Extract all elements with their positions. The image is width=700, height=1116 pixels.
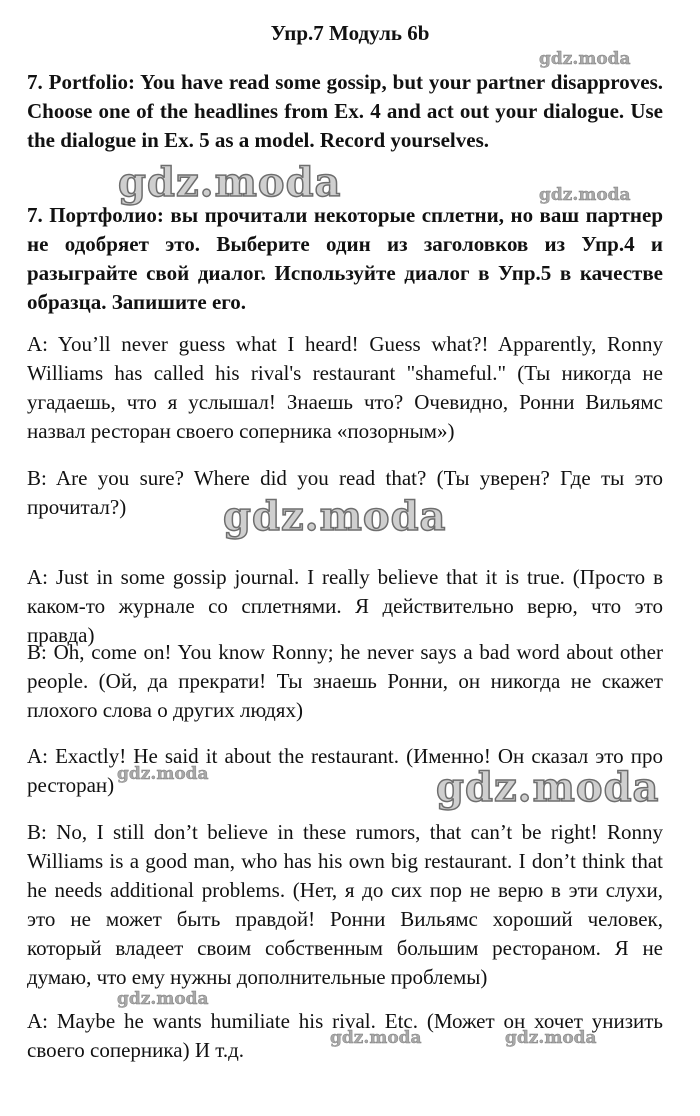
watermark-logo: gdz.moda: [223, 493, 447, 540]
watermark-logo: gdz.moda: [539, 49, 631, 69]
watermark-logo: gdz.moda: [505, 1028, 597, 1048]
watermark-logo: gdz.moda: [539, 185, 631, 205]
watermark-logo: gdz.moda: [117, 764, 209, 784]
watermark-logo: gdz.moda: [118, 159, 342, 206]
watermark-logo: gdz.moda: [330, 1028, 422, 1048]
dialogue-line-7: A: Maybe he wants humiliate his rival. Etc. (Может он хочет унизить своего соперника) И т.д.: [27, 1009, 663, 1062]
dialogue-line-2: B: Are you sure? Where did you read that? (Ты уверен? Где ты это прочитал?): [27, 466, 663, 519]
dialogue-line-1: A: You’ll never guess what I heard! Guess what?! Apparently, Ronny Williams has called his rival's restaurant "shameful." (Ты никогда не угадаешь, что я услышал! Знаешь что? Очевидно, Ронни Вильямс назвал ресторан своего соперника «позорным»): [27, 332, 663, 443]
page-title: Упр.7 Модуль 6b: [270, 21, 430, 45]
dialogue-line-5: A: Exactly! He said it about the restaurant. (Именно! Он сказал это про ресторан): [27, 744, 663, 797]
watermark-logo: gdz.moda: [117, 989, 209, 1009]
task-english: 7. Portfolio: You have read some gossip, but your partner disapproves. Choose one of the headlines from Ex. 4 and act out your dialogue. Use the dialogue in Ex. 5 as a model. Record yourselves.: [27, 70, 663, 152]
dialogue-line-6: B: No, I still don’t believe in these rumors, that can’t be right! Ronny Williams is a good man, who has his own big restaurant. I don’t think that he needs additional problems. (Нет, я до сих пор не верю в эти слухи, это не может быть правдой! Ронни Вильямс хороший человек, который владеет своим собственным большим рестораном. Я не думаю, что ему нужны дополнительные проблемы): [27, 820, 663, 989]
dialogue-line-3: A: Just in some gossip journal. I really believe that it is true. (Просто в каком-то журнале со сплетнями. Я действительно верю, что это правда): [27, 565, 663, 647]
task-russian: 7. Портфолио: вы прочитали некоторые сплетни, но ваш партнер не одобряет это. Выберите один из заголовков из Упр.4 и разыграйте свой диалог. Используйте диалог в Упр.5 в качестве образца. Запишите его.: [27, 203, 663, 314]
watermark-logo: gdz.moda: [436, 764, 660, 811]
dialogue-line-4: B: Oh, come on! You know Ronny; he never says a bad word about other people. (Ой, да прекрати! Ты знаешь Ронни, он никогда не скажет плохого слова о других людях): [27, 640, 663, 722]
